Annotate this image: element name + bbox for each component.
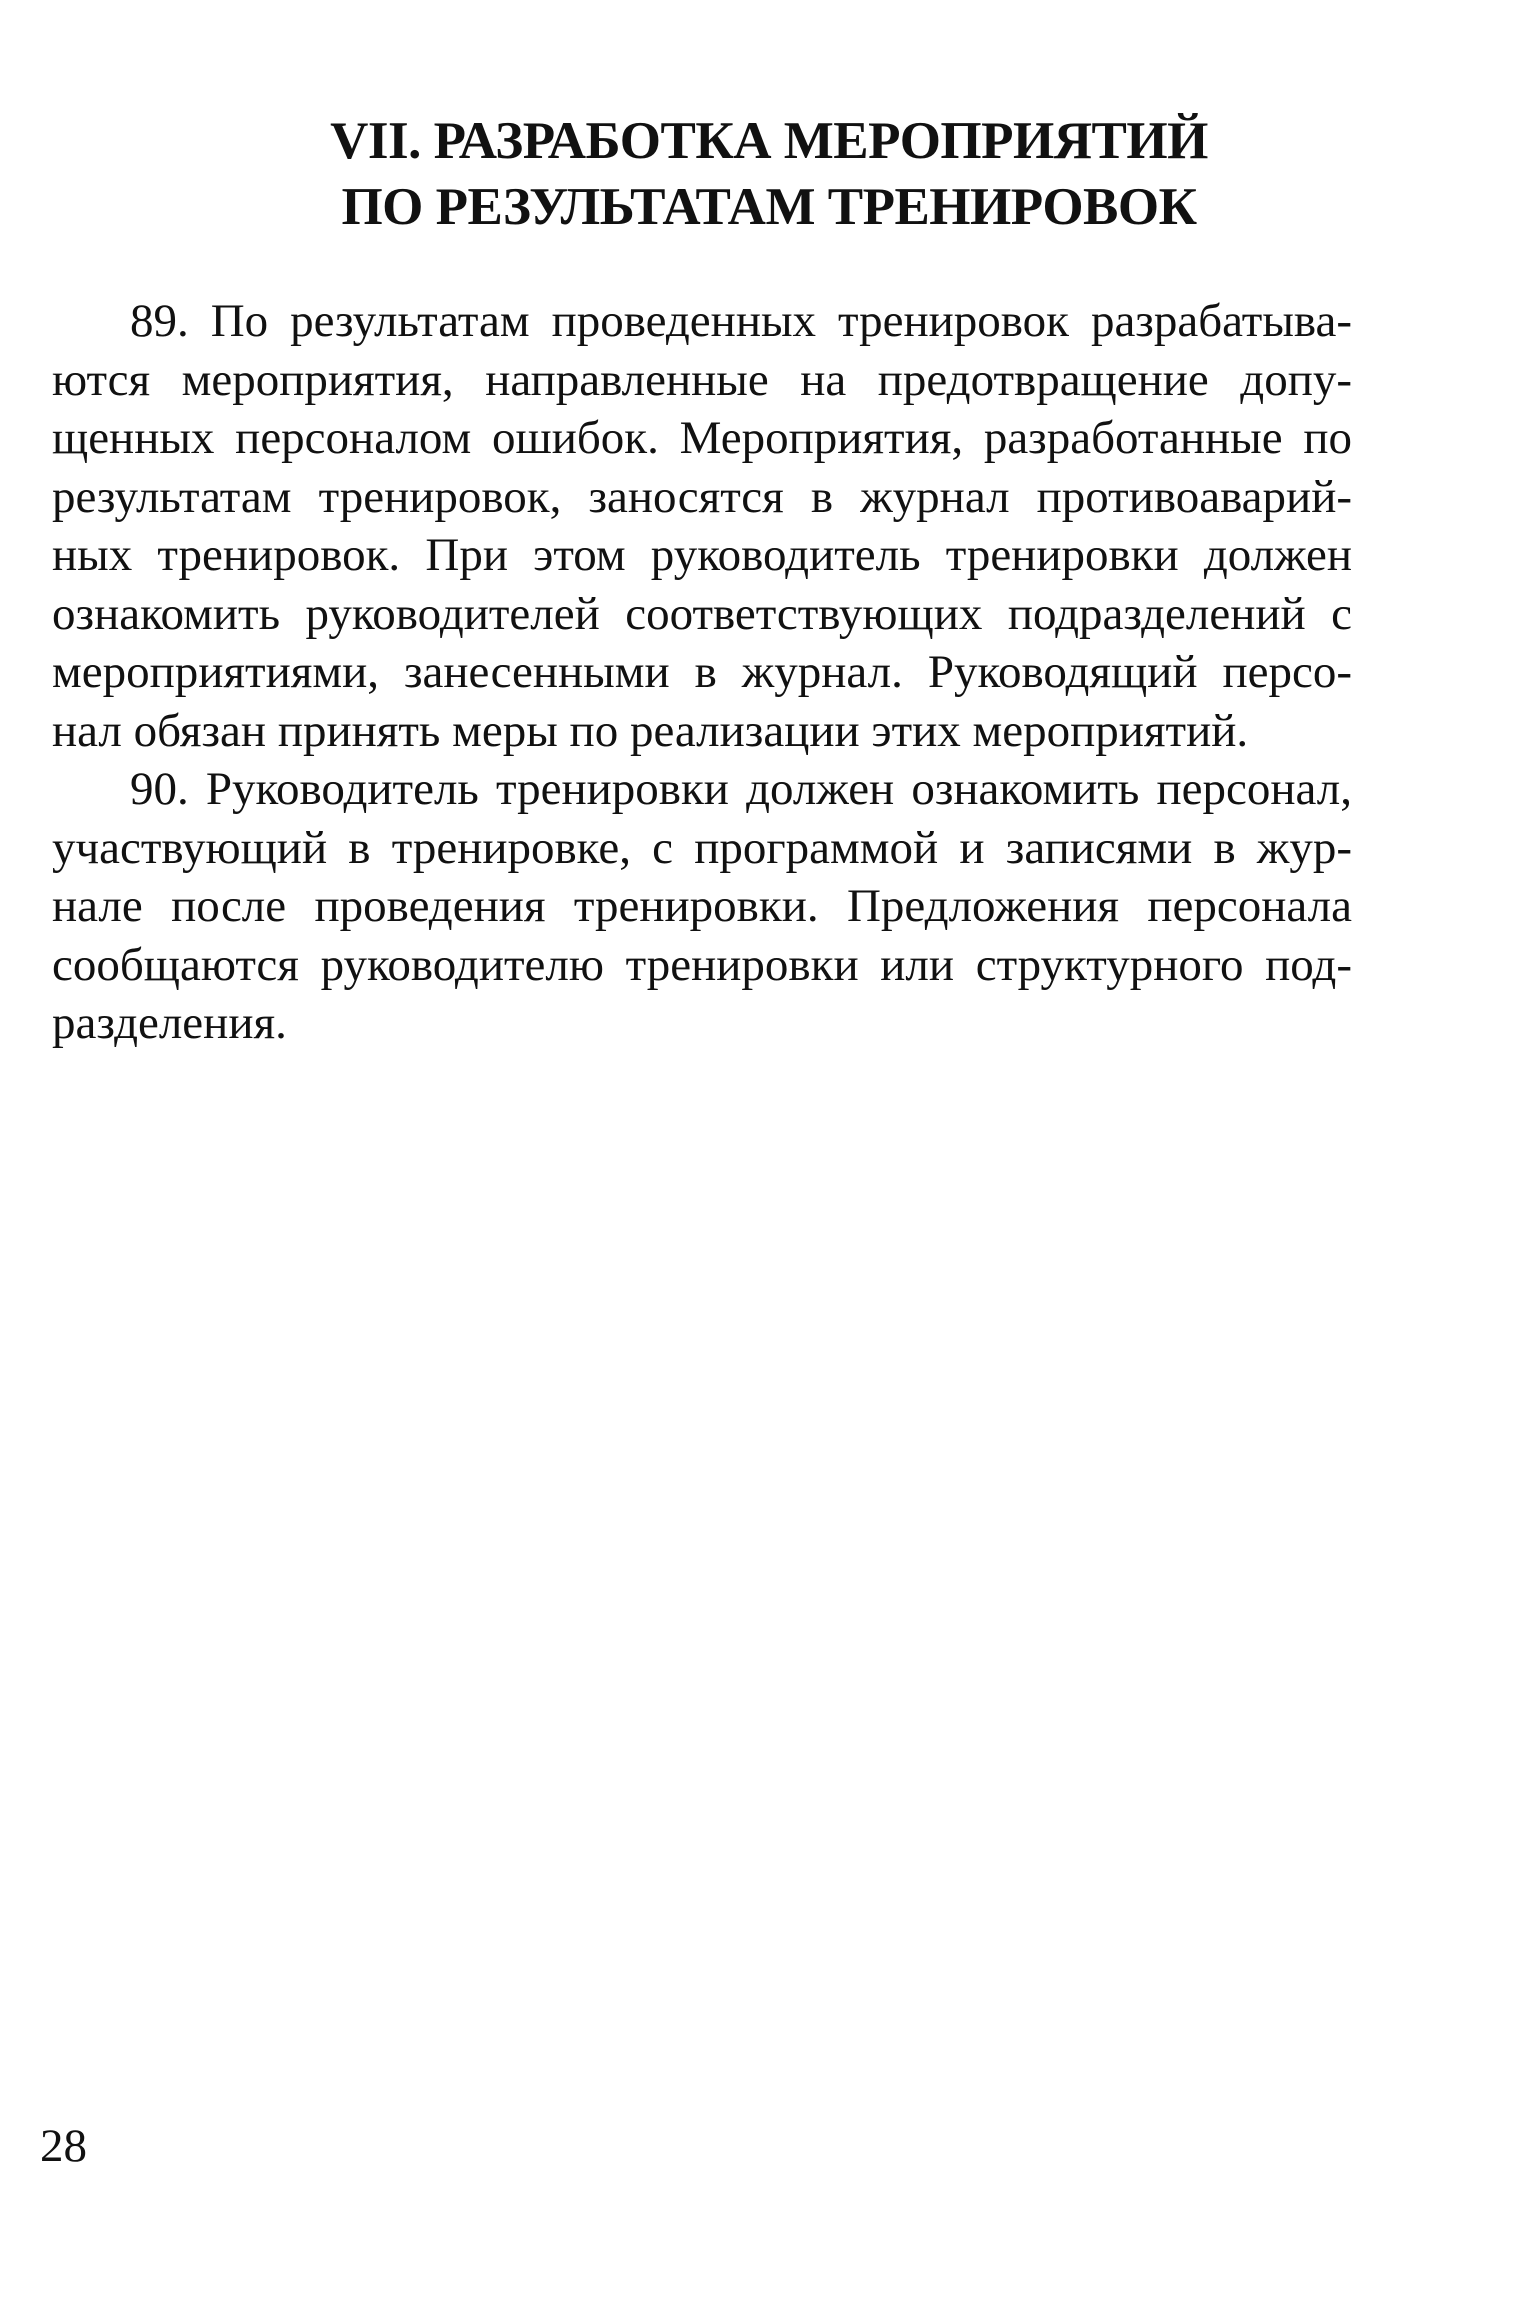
text-line: нале после проведения тренировки. Предложения персонала	[52, 880, 1352, 932]
text-line: разделения.	[52, 997, 287, 1049]
section-heading	[0, 108, 1538, 240]
text-line: 89. По результатам проведенных тренировок разрабатыва-	[130, 295, 1352, 347]
text-line: участвующий в тренировке, с программой и записями в жур-	[52, 821, 1352, 874]
text-line: результатам тренировок, заносятся в журнал противоаварий-	[52, 470, 1352, 523]
text-line: сообщаются руководителю тренировки или структурного под-	[52, 938, 1352, 991]
text-line: ются мероприятия, направленные на предотвращение допу-	[52, 353, 1352, 406]
paragraph-90	[52, 760, 1352, 1053]
text-line: ознакомить руководителей соответствующих подразделений с	[52, 587, 1352, 640]
text-line: 90. Руководитель тренировки должен ознакомить персонал,	[130, 763, 1352, 815]
body-text	[52, 292, 1352, 1053]
paragraph-89	[52, 292, 1352, 760]
text-line: ных тренировок. При этом руководитель тренировки должен	[52, 529, 1352, 581]
text-line: щенных персоналом ошибок. Мероприятия, разработанные по	[52, 412, 1352, 464]
heading-line: ПО РЕЗУЛЬТАТАМ ТРЕНИРОВОК	[341, 178, 1197, 236]
page-number: 28	[40, 2120, 87, 2172]
heading-line: VII. РАЗРАБОТКА МЕРОПРИЯТИЙ	[330, 112, 1208, 170]
text-line: нал обязан принять меры по реализации этих мероприятий.	[52, 704, 1249, 757]
text-line: мероприятиями, занесенными в журнал. Руководящий персо-	[52, 646, 1352, 698]
